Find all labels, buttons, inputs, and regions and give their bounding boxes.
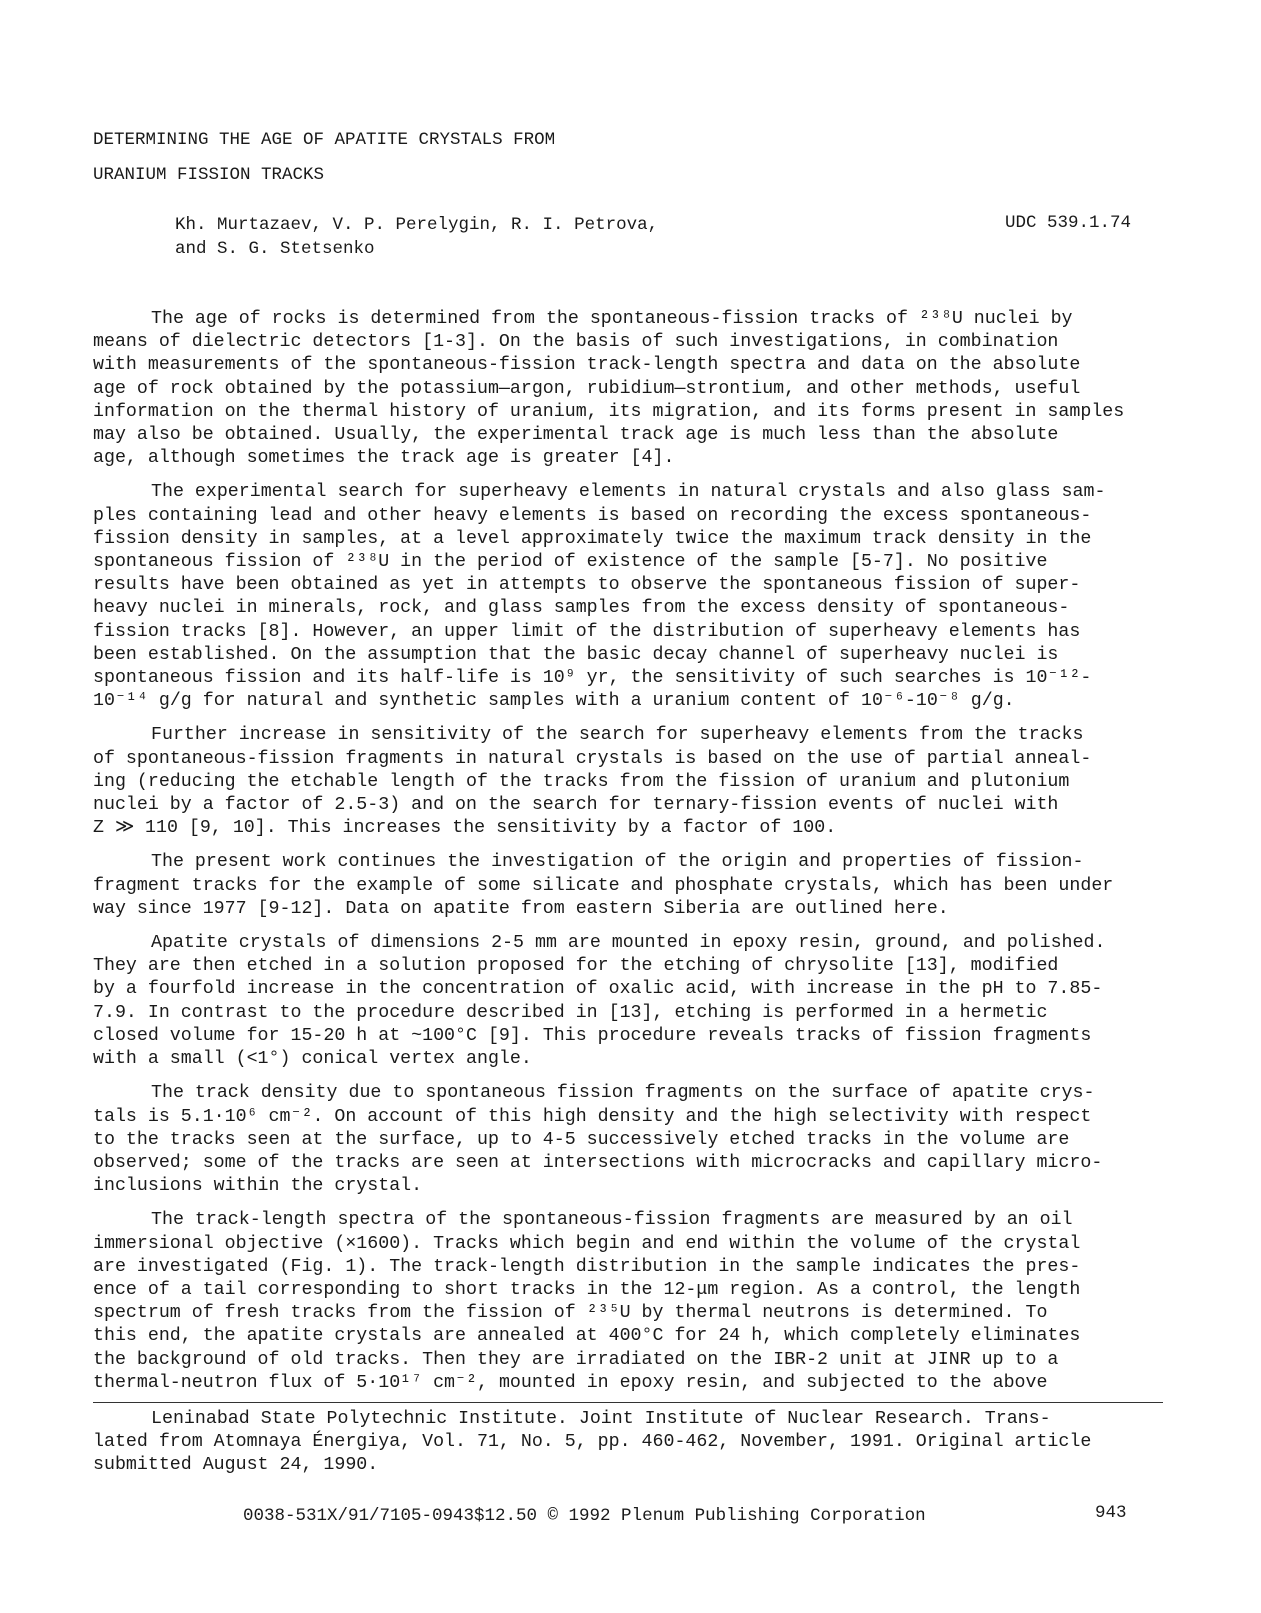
paragraph — [93, 932, 1163, 1071]
text-line: been established. On the assumption that the basic decay channel of superheavy nuclei is — [93, 644, 1059, 665]
page-number: 943 — [1095, 1503, 1127, 1523]
text-line: age of rock obtained by the potassium—argon, rubidium—strontium, and other methods, useful — [93, 378, 1081, 399]
text-line: fission tracks [8]. However, an upper limit of the distribution of superheavy elements has — [93, 621, 1081, 642]
text-line: Further increase in sensitivity of the search for superheavy elements from the tracks — [151, 725, 1084, 746]
text-line: to the tracks seen at the surface, up to 4-5 successively etched tracks in the volume are — [93, 1129, 1070, 1150]
text-line: results have been obtained as yet in attempts to observe the spontaneous fission of super- — [93, 575, 1081, 596]
footnote-divider — [93, 1402, 1163, 1403]
text-line: age, although sometimes the track age is greater [4]. — [93, 448, 675, 469]
text-line: 7.9. In contrast to the procedure described in [13], etching is performed in a hermetic — [93, 1002, 1048, 1023]
text-line: closed volume for 15-20 h at ~100°C [9]. This procedure reveals tracks of fission fragments — [93, 1025, 1092, 1046]
text-line: The experimental search for superheavy elements in natural crystals and also glass sam- — [151, 482, 1106, 503]
text-line: Apatite crystals of dimensions 2-5 mm are mounted in epoxy resin, ground, and polished. — [151, 933, 1106, 954]
text-line: way since 1977 [9-12]. Data on apatite from eastern Siberia are outlined here. — [93, 898, 949, 919]
paragraph — [93, 481, 1163, 713]
text-line: The track-length spectra of the spontaneous-fission fragments are measured by an oil — [151, 1210, 1073, 1231]
text-line: spontaneous fission and its half-life is 10⁹ yr, the sensitivity of such searches is 10⁻¹²- — [93, 668, 1092, 689]
text-line: fission density in samples, at a level approximately twice the maximum track density in the — [93, 528, 1092, 549]
text-line: 10⁻¹⁴ g/g for natural and synthetic samples with a uranium content of 10⁻⁶-10⁻⁸ g/g. — [93, 691, 1015, 712]
text-line: with measurements of the spontaneous-fission track-length spectra and data on the absolute — [93, 355, 1081, 376]
text-line: heavy nuclei in minerals, rock, and glass samples from the excess density of spontaneous- — [93, 598, 1070, 619]
author-list — [175, 213, 658, 261]
text-line: by a fourfold increase in the concentration of oxalic acid, with increase in the pH to 7.85- — [93, 979, 1103, 1000]
text-line: observed; some of the tracks are seen at intersections with microcracks and capillary micro- — [93, 1152, 1103, 1173]
article-body — [93, 308, 1163, 1406]
text-line: means of dielectric detectors [1-3]. On the basis of such investigations, in combination — [93, 332, 1059, 353]
text-line: ples containing lead and other heavy elements is based on recording the excess spontaneous- — [93, 505, 1092, 526]
text-line: fragment tracks for the example of some silicate and phosphate crystals, which has been under — [93, 875, 1114, 896]
text-line: thermal-neutron flux of 5·10¹⁷ cm⁻², mounted in epoxy resin, and subjected to the above — [93, 1372, 1048, 1393]
text-line: spontaneous fission of ²³⁸U in the period of existence of the sample [5-7]. No positive — [93, 552, 1048, 573]
copyright-line: 0038-531X/91/7105-0943$12.50 © 1992 Plenum Publishing Corporation — [243, 1506, 926, 1526]
text-line: ing (reducing the etchable length of the tracks from the fission of uranium and plutonium — [93, 771, 1070, 792]
footnote — [93, 1408, 1163, 1478]
text-line: inclusions within the crystal. — [93, 1176, 423, 1197]
paragraph — [93, 724, 1163, 840]
footnote-line: lated from Atomnaya Énergiya, Vol. 71, No. 5, pp. 460-462, November, 1991. Original article — [93, 1432, 1092, 1453]
text-line: tals is 5.1·10⁶ cm⁻². On account of this high density and the high selectivity with respect — [93, 1106, 1092, 1127]
text-line: are investigated (Fig. 1). The track-length distribution in the sample indicates the pres- — [93, 1256, 1081, 1277]
text-line: immersional objective (×1600). Tracks which begin and end within the volume of the crystal — [93, 1233, 1081, 1254]
authors-line-2: and S. G. Stetsenko — [175, 239, 375, 259]
paragraph — [93, 851, 1163, 921]
footnote-line: submitted August 24, 1990. — [93, 1455, 379, 1476]
paragraph — [93, 308, 1163, 470]
text-line: with a small (<1°) conical vertex angle. — [93, 1049, 532, 1070]
text-line: spectrum of fresh tracks from the fission of ²³⁵U by thermal neutrons is determined. To — [93, 1303, 1048, 1324]
text-line: information on the thermal history of uranium, its migration, and its forms present in samples — [93, 401, 1125, 422]
text-line: The age of rocks is determined from the spontaneous-fission tracks of ²³⁸U nuclei by — [151, 309, 1073, 329]
text-line: of spontaneous-fission fragments in natural crystals is based on the use of partial anneal- — [93, 748, 1092, 769]
paragraph — [93, 1082, 1163, 1198]
text-line: The track density due to spontaneous fission fragments on the surface of apatite crys- — [151, 1083, 1095, 1104]
article-title-line-2: URANIUM FISSION TRACKS — [93, 165, 325, 185]
article-title-line-1: DETERMINING THE AGE OF APATITE CRYSTALS FROM — [93, 130, 556, 150]
text-line: Z ≫ 110 [9, 10]. This increases the sensitivity by a factor of 100. — [93, 818, 837, 839]
text-line: this end, the apatite crystals are annealed at 400°C for 24 h, which completely eliminates — [93, 1326, 1081, 1347]
text-line: The present work continues the investigation of the origin and properties of fission- — [151, 852, 1084, 873]
authors-line-1: Kh. Murtazaev, V. P. Perelygin, R. I. Petrova, — [175, 215, 659, 235]
text-line: They are then etched in a solution proposed for the etching of chrysolite [13], modified — [93, 956, 1059, 977]
text-line: the background of old tracks. Then they are irradiated on the IBR-2 unit at JINR up to a — [93, 1349, 1059, 1370]
text-line: ence of a tail corresponding to short tracks in the 12-μm region. As a control, the length — [93, 1279, 1081, 1300]
text-line: nuclei by a factor of 2.5-3) and on the search for ternary-fission events of nuclei with — [93, 795, 1059, 816]
text-line: may also be obtained. Usually, the experimental track age is much less than the absolute — [93, 425, 1059, 446]
footnote-line: Leninabad State Polytechnic Institute. Joint Institute of Nuclear Research. Trans- — [151, 1409, 1051, 1429]
udc-code: UDC 539.1.74 — [1005, 213, 1132, 233]
paragraph — [93, 1209, 1163, 1395]
